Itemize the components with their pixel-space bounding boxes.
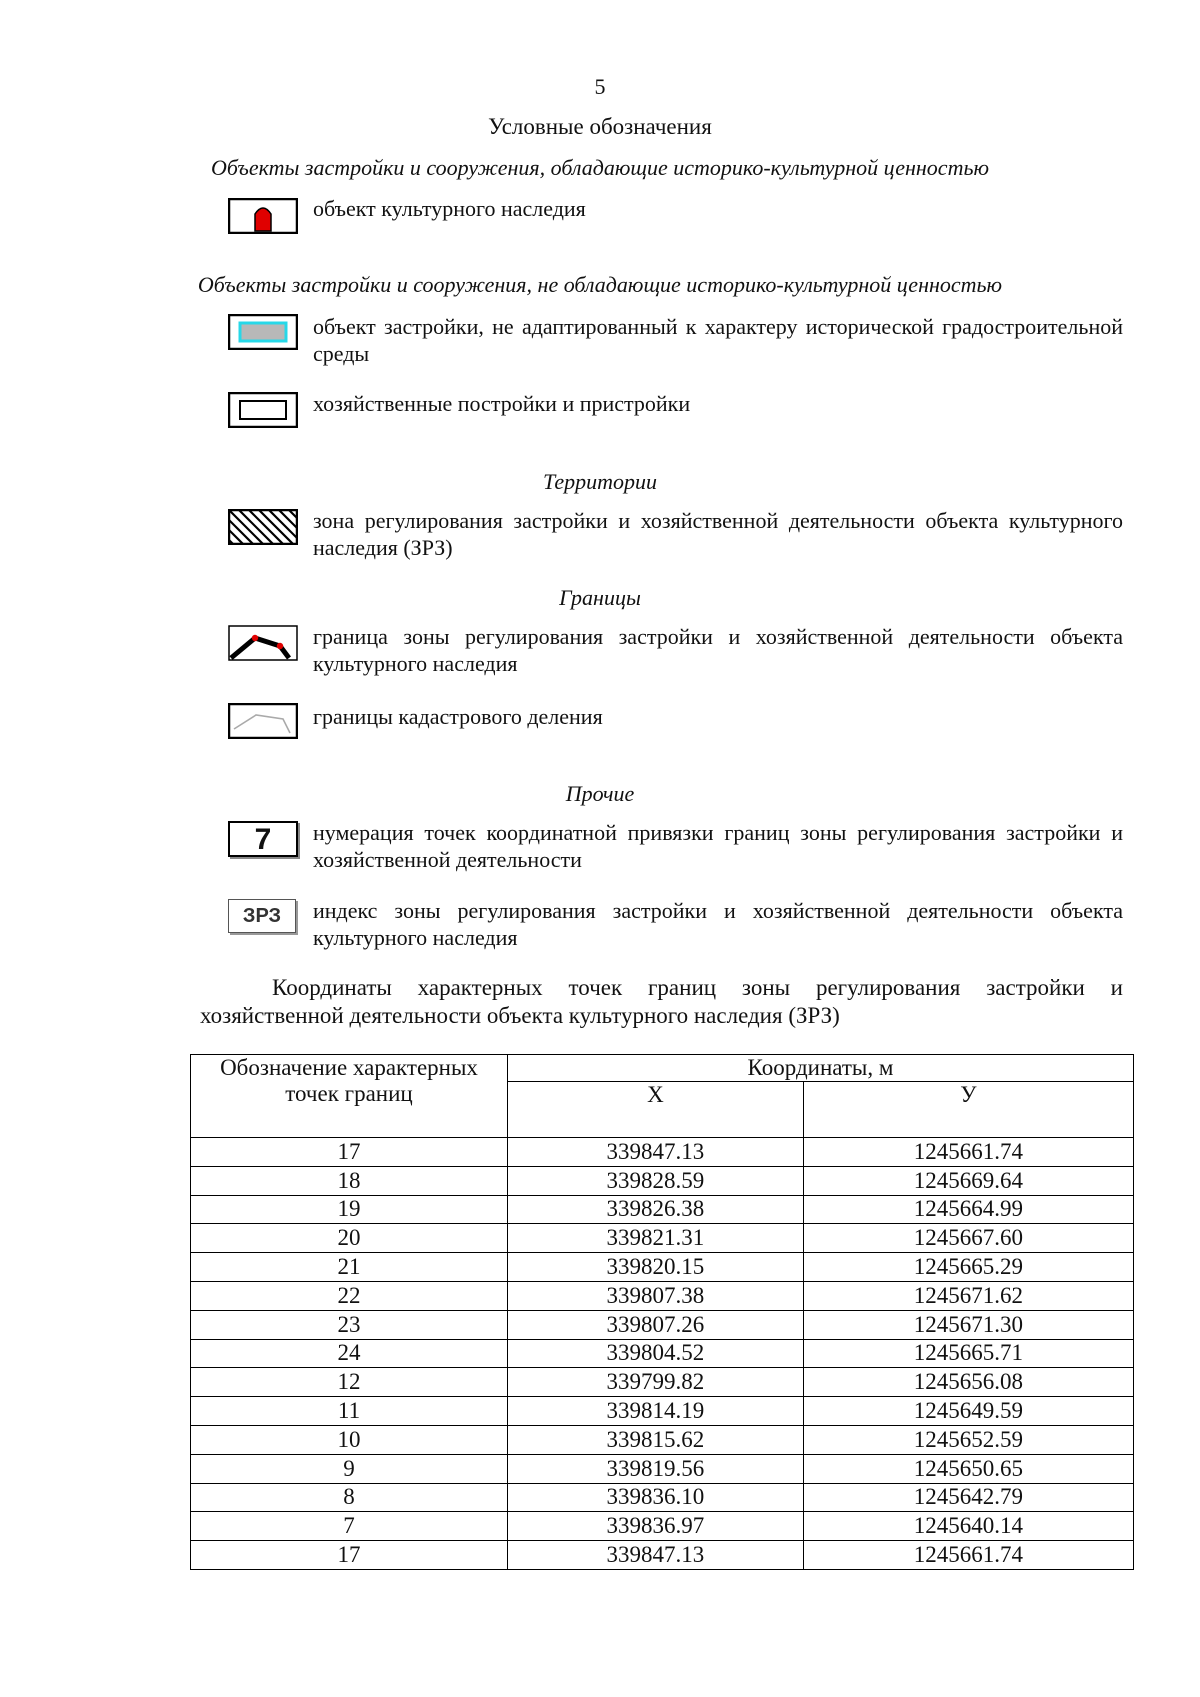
zone-index-icon <box>228 899 298 935</box>
section-territories: Территории <box>542 469 658 494</box>
cell-x: 339804.52 <box>508 1339 804 1368</box>
cell-x: 339815.62 <box>508 1425 804 1454</box>
cell-x: 339828.59 <box>508 1166 804 1195</box>
header-coordinates: Координаты, м <box>508 1055 1134 1082</box>
table-row <box>191 1368 1134 1397</box>
coordinates-intro: Координаты характерных точек границ зоны регулирования застройки и хозяйственной деятельности объекта культурного наследия (ЗРЗ) <box>200 975 1123 1028</box>
legend-zrz-index: индекс зоны регулирования застройки и хозяйственной деятельности объекта культурного наследия <box>313 898 1123 950</box>
cell-y: 1245664.99 <box>803 1195 1133 1224</box>
cell-x: 339819.56 <box>508 1454 804 1483</box>
outbuilding-icon <box>228 392 298 428</box>
zone-index-sample: ЗРЗ <box>228 899 296 933</box>
page-number: 5 <box>594 74 606 99</box>
cell-point: 18 <box>191 1166 508 1195</box>
cell-x: 339820.15 <box>508 1253 804 1282</box>
cadastral-border-icon <box>228 703 298 739</box>
cell-x: 339826.38 <box>508 1195 804 1224</box>
cell-point: 22 <box>191 1281 508 1310</box>
cell-x: 339847.13 <box>508 1541 804 1570</box>
legend-zrz-zone: зона регулирования застройки и хозяйственной деятельности объекта культурного наследия (ЗРЗ) <box>313 508 1123 560</box>
cell-x: 339836.10 <box>508 1483 804 1512</box>
legend-title: Условные обозначения <box>488 114 712 139</box>
cell-y: 1245649.59 <box>803 1397 1133 1426</box>
legend-zrz-border: граница зоны регулирования застройки и хозяйственной деятельности объекта культурного наследия <box>313 624 1123 676</box>
cell-point: 7 <box>191 1512 508 1541</box>
point-number-icon <box>228 821 298 857</box>
legend-cadastral: границы кадастрового деления <box>313 704 603 729</box>
cell-point: 9 <box>191 1454 508 1483</box>
table-row <box>191 1512 1134 1541</box>
point-number-sample: 7 <box>228 821 298 857</box>
table-row <box>191 1339 1134 1368</box>
table-row <box>191 1166 1134 1195</box>
cell-x: 339836.97 <box>508 1512 804 1541</box>
table-row <box>191 1541 1134 1570</box>
cell-x: 339847.13 <box>508 1138 804 1167</box>
cell-point: 17 <box>191 1138 508 1167</box>
table-row <box>191 1397 1134 1426</box>
legend-heritage-object: объект культурного наследия <box>313 196 586 221</box>
hatched-zone-icon <box>228 509 298 545</box>
heritage-object-icon <box>228 198 298 234</box>
cell-y: 1245669.64 <box>803 1166 1133 1195</box>
header-x: Х <box>508 1082 804 1138</box>
cell-y: 1245671.30 <box>803 1310 1133 1339</box>
table-row <box>191 1425 1134 1454</box>
cell-y: 1245667.60 <box>803 1224 1133 1253</box>
table-row <box>191 1454 1134 1483</box>
section-borders: Границы <box>559 585 641 610</box>
cell-x: 339807.26 <box>508 1310 804 1339</box>
table-row <box>191 1281 1134 1310</box>
coordinates-table <box>190 1054 1134 1570</box>
section-heritage: Объекты застройки и сооружения, обладающие историко-культурной ценностью <box>211 155 989 180</box>
cell-y: 1245652.59 <box>803 1425 1133 1454</box>
header-point: Обозначение характерных точек границ <box>191 1055 508 1138</box>
legend-numbering: нумерация точек координатной привязки границ зоны регулирования застройки и хозяйственной деятельности <box>313 820 1123 872</box>
section-other: Прочие <box>565 781 635 806</box>
legend-non-adapted: объект застройки, не адаптированный к характеру исторической градостроительной среды <box>313 314 1123 366</box>
cell-y: 1245661.74 <box>803 1541 1133 1570</box>
cell-y: 1245665.29 <box>803 1253 1133 1282</box>
cell-point: 21 <box>191 1253 508 1282</box>
cell-x: 339799.82 <box>508 1368 804 1397</box>
cell-point: 12 <box>191 1368 508 1397</box>
cell-x: 339821.31 <box>508 1224 804 1253</box>
cell-point: 20 <box>191 1224 508 1253</box>
cell-x: 339814.19 <box>508 1397 804 1426</box>
table-row <box>191 1483 1134 1512</box>
cell-point: 24 <box>191 1339 508 1368</box>
cell-y: 1245640.14 <box>803 1512 1133 1541</box>
legend-outbuildings: хозяйственные постройки и пристройки <box>313 391 691 416</box>
table-row <box>191 1195 1134 1224</box>
cell-x: 339807.38 <box>508 1281 804 1310</box>
cell-y: 1245671.62 <box>803 1281 1133 1310</box>
non-adapted-building-icon <box>228 314 298 350</box>
cell-y: 1245665.71 <box>803 1339 1133 1368</box>
section-non-heritage: Объекты застройки и сооружения, не обладающие историко-культурной ценностью <box>197 272 1003 297</box>
header-y: У <box>803 1082 1133 1138</box>
cell-point: 8 <box>191 1483 508 1512</box>
cell-y: 1245650.65 <box>803 1454 1133 1483</box>
table-row <box>191 1310 1134 1339</box>
zone-border-icon <box>228 625 298 661</box>
cell-point: 17 <box>191 1541 508 1570</box>
cell-point: 10 <box>191 1425 508 1454</box>
cell-y: 1245642.79 <box>803 1483 1133 1512</box>
cell-point: 23 <box>191 1310 508 1339</box>
table-row <box>191 1138 1134 1167</box>
cell-y: 1245656.08 <box>803 1368 1133 1397</box>
cell-point: 11 <box>191 1397 508 1426</box>
table-row <box>191 1224 1134 1253</box>
cell-point: 19 <box>191 1195 508 1224</box>
table-row <box>191 1253 1134 1282</box>
cell-y: 1245661.74 <box>803 1138 1133 1167</box>
